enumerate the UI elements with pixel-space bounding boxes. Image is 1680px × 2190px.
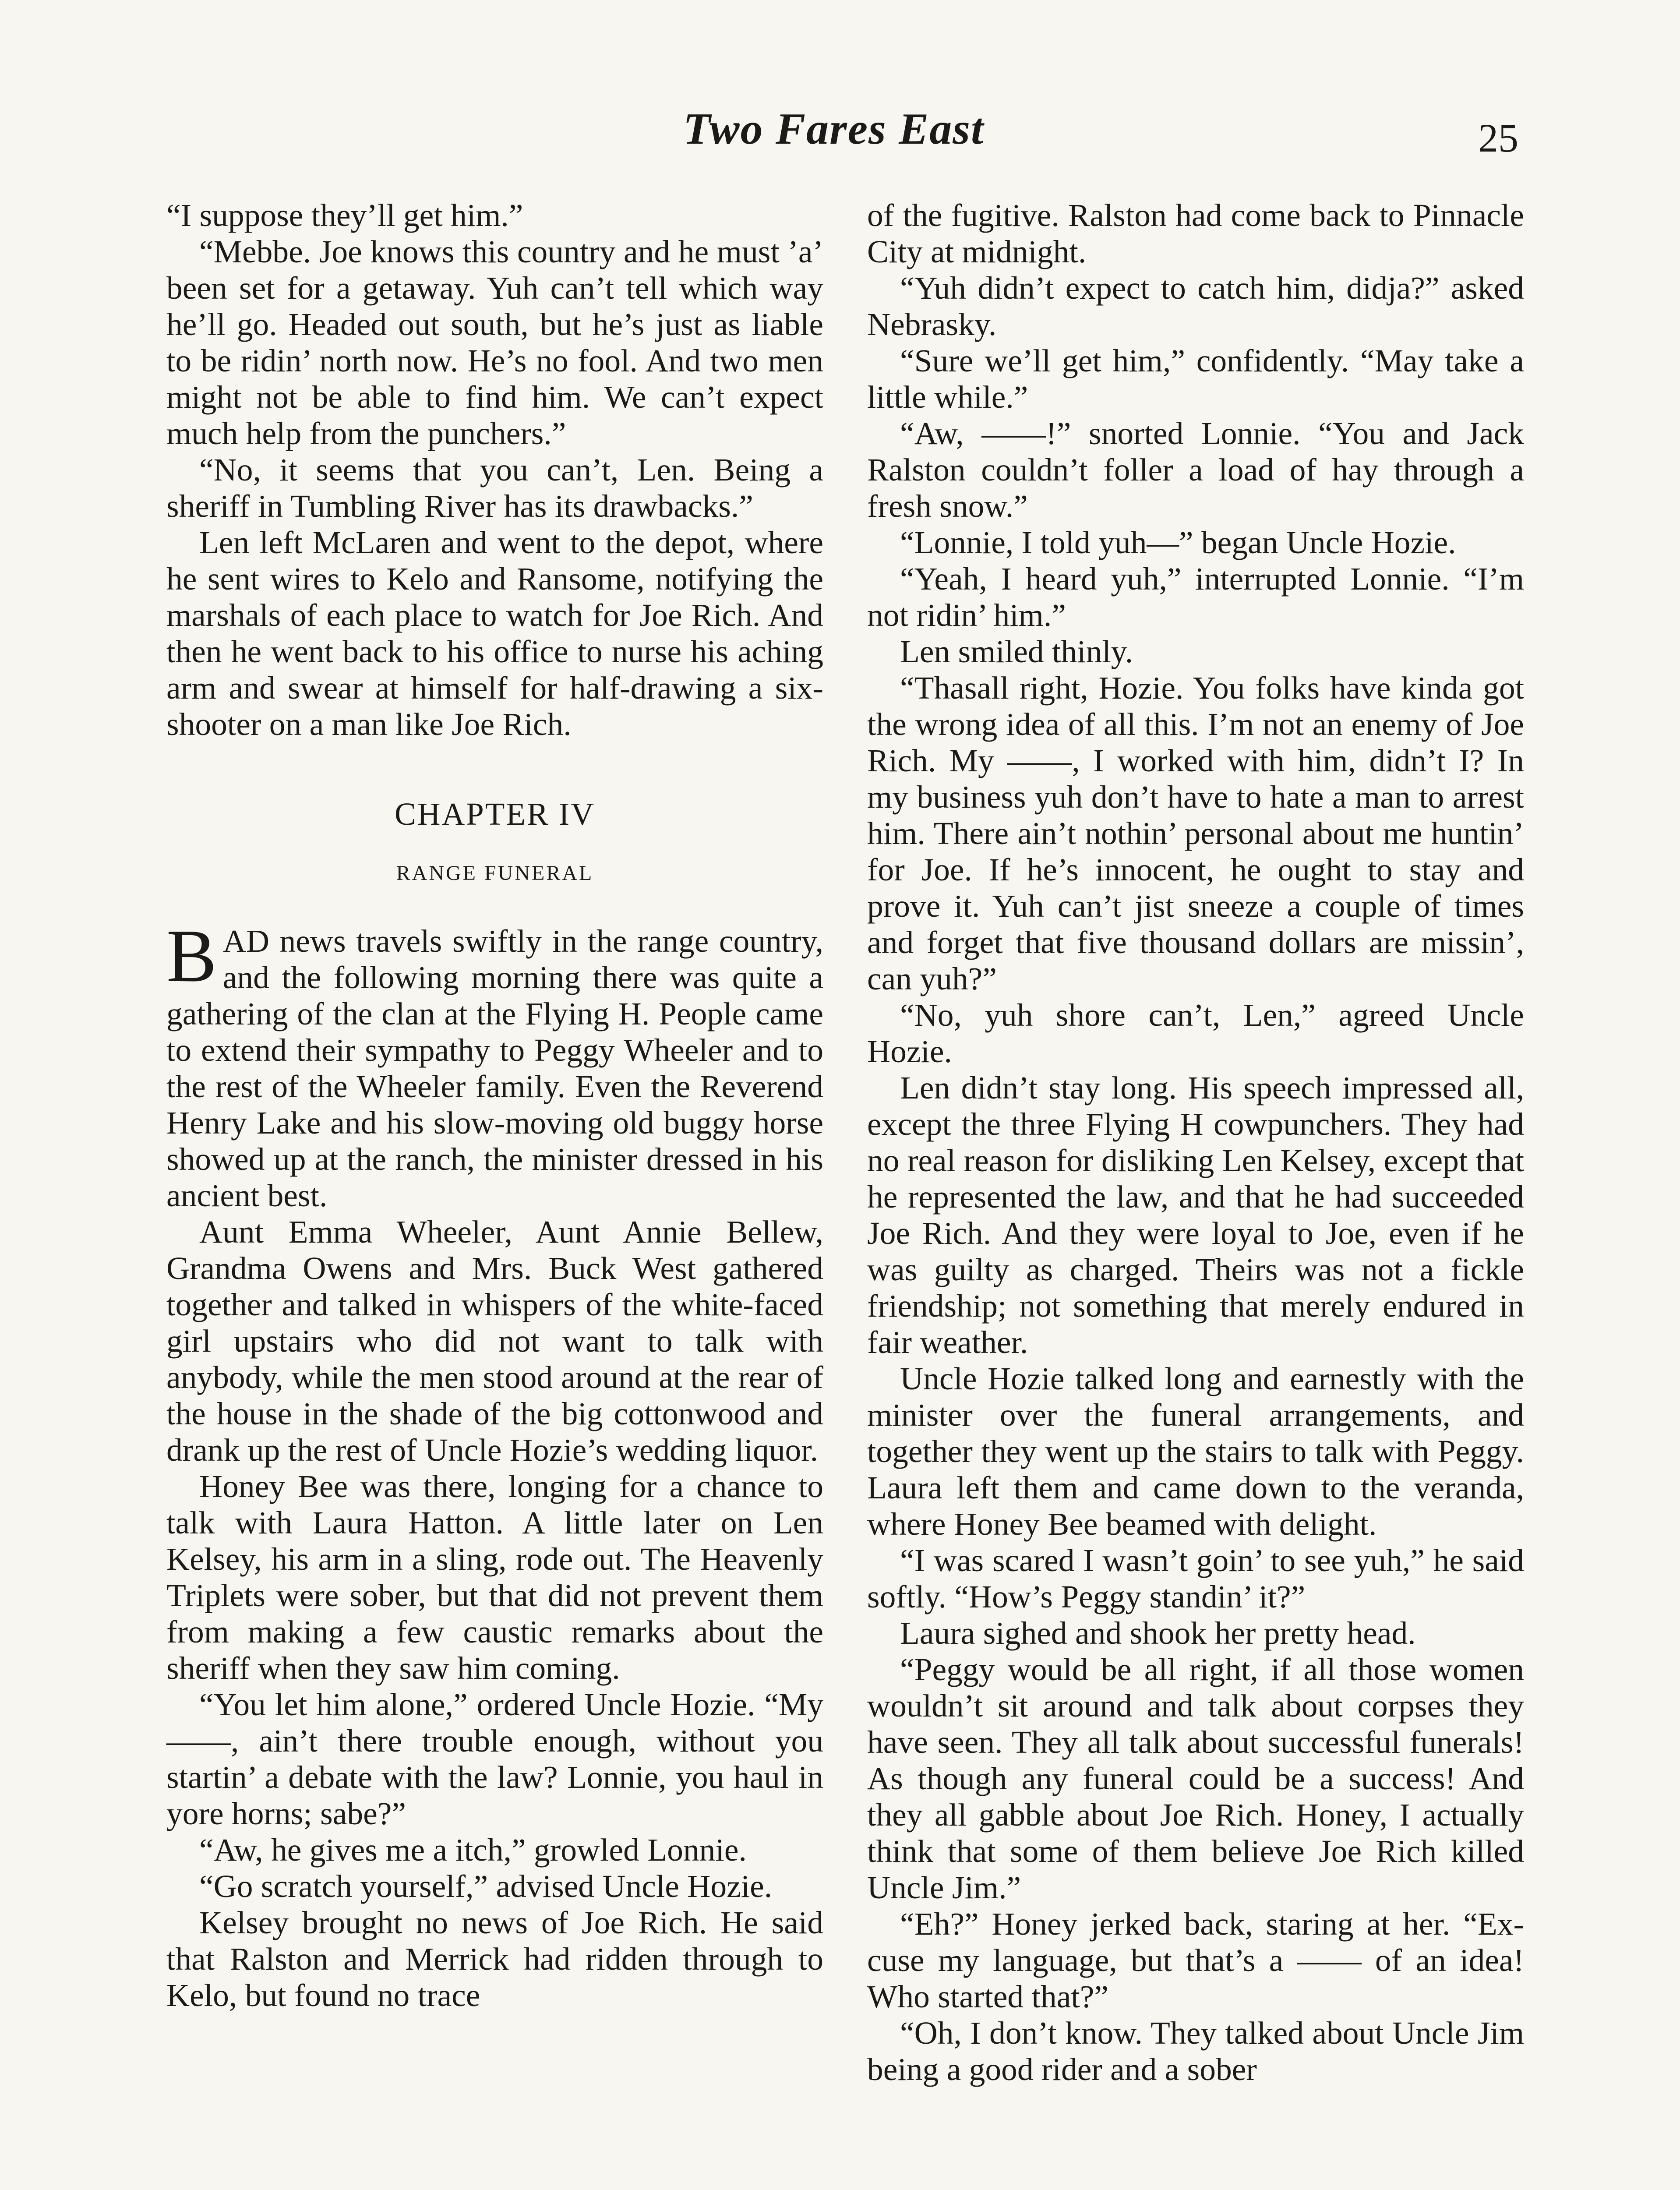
paragraph: “You let him alone,” ordered Uncle Hozie. “My ——, ain’t there trouble enough, without you startin’ a debate with the law? Lonnie, you haul in yore horns; sabe?” xyxy=(166,1687,823,1831)
paragraph: “Mebbe. Joe knows this country and he must ’a’ been set for a getaway. Yuh can’t tell which way he’ll go. Headed out south, but he’s just as liable to be ridin’ north now. He’s no fool. And two men might not be able to find him. We can’t expect much help from the punchers.” xyxy=(166,234,823,451)
chapter-subtitle: RANGE FUNERAL xyxy=(396,862,594,885)
paragraph: “Yeah, I heard yuh,” interrupted Lonnie. “I’m not ridin’ him.” xyxy=(867,561,1524,633)
paragraph: “Eh?” Honey jerked back, staring at her. “Ex-cuse my language, but that’s a —— of an idea! Who started that?” xyxy=(867,1906,1524,2014)
drop-cap: B xyxy=(166,915,217,998)
paragraph: Len left McLaren and went to the depot, where he sent wires to Kelo and Ransome, notifying the marshals of each place to watch for Joe Rich. And then he went back to his office to nurse his aching arm and swear at himself for half-drawing a six-shooter on a man like Joe Rich. xyxy=(166,525,823,742)
paragraph: “No, it seems that you can’t, Len. Being a sheriff in Tumbling River has its drawbacks.” xyxy=(166,452,823,524)
chapter-opening-paragraph xyxy=(166,915,823,1214)
paragraph: Kelsey brought no news of Joe Rich. He said that Ralston and Merrick had ridden through to Kelo, but found no trace xyxy=(166,1905,823,2013)
paragraph: “I suppose they’ll get him.” xyxy=(166,198,523,233)
paragraph: “Aw, ——!” snorted Lonnie. “You and Jack Ralston couldn’t foller a load of hay through a fresh snow.” xyxy=(867,416,1524,524)
paragraph: “Sure we’ll get him,” confidently. “May take a little while.” xyxy=(867,343,1524,415)
page-number: 25 xyxy=(1478,116,1518,160)
paragraph: Aunt Emma Wheeler, Aunt Annie Bellew, Grandma Owens and Mrs. Buck West gathered together and talked in whispers of the white-faced girl upstairs who did not want to talk with anybody, while the men stood around at the rear of the house in the shade of the big cottonwood and drank up the rest of Uncle Hozie’s wedding liquor. xyxy=(166,1214,823,1468)
paragraph: “Oh, I don’t know. They talked about Uncle Jim being a good rider and a sober xyxy=(867,2015,1524,2087)
paragraph-continuation: of the fugitive. Ralston had come back to Pinnacle City at midnight. xyxy=(867,198,1524,269)
right-column xyxy=(867,197,1524,2088)
paragraph: “Aw, he gives me a itch,” growled Lonnie. xyxy=(199,1832,747,1868)
opening-text: AD news travels swiftly in the range country, and the following morning there was quite a gathering of the clan at the Flying H. People came to extend their sympathy to Peggy Wheeler and to the rest of the Wheeler family. Even the Reverend Henry Lake and his slow-moving old buggy horse showed up at the ranch, the minister dressed in his ancient best. xyxy=(166,923,823,1213)
paragraph: “Peggy would be all right, if all those women wouldn’t sit around and talk about corpses they have seen. They all talk about successful funerals! As though any funeral could be a success! And they all gabble about Joe Rich. Honey, I actually think that some of them believe Joe Rich killed Uncle Jim.” xyxy=(867,1652,1524,1905)
paragraph: “Yuh didn’t expect to catch him, didja?” asked Nebrasky. xyxy=(867,270,1524,342)
paragraph: Laura sighed and shook her pretty head. xyxy=(900,1615,1416,1651)
paragraph: “Lonnie, I told yuh—” began Uncle Hozie. xyxy=(900,525,1456,560)
running-title: Two Fares East xyxy=(683,104,985,154)
paragraph: “No, yuh shore can’t, Len,” agreed Uncle Hozie. xyxy=(867,997,1524,1069)
paragraph: “I was scared I wasn’t goin’ to see yuh,” he said softly. “How’s Peggy standin’ it?” xyxy=(867,1543,1524,1614)
paragraph: Honey Bee was there, longing for a chance to talk with Laura Hatton. A little later on Len Kelsey, his arm in a sling, rode out. The Heavenly Triplets were sober, but that did not prevent them from making a few caustic remarks about the sheriff when they saw him coming. xyxy=(166,1469,823,1686)
paragraph: Len smiled thinly. xyxy=(900,634,1133,669)
paragraph: “Thasall right, Hozie. You folks have kinda got the wrong idea of all this. I’m not an enemy of Joe Rich. My ——, I worked with him, didn’t I? In my business yuh don’t have to hate a man to arrest him. There ain’t nothin’ personal about me huntin’ for Joe. If he’s innocent, he ought to stay and prove it. Yuh can’t jist sneeze a couple of times and forget that five thousand dollars are missin’, can yuh?” xyxy=(867,670,1524,996)
paragraph: Uncle Hozie talked long and earnestly with the minister over the funeral arrangements, and together they went up the stairs to talk with Peggy. Laura left them and came down to the veranda, where Honey Bee beamed with delight. xyxy=(867,1361,1524,1542)
left-column xyxy=(166,197,823,2013)
paragraph: Len didn’t stay long. His speech impressed all, except the three Flying H cowpunchers. They had no real reason for disliking Len Kelsey, except that he represented the law, and that he had succeeded Joe Rich. And they were loyal to Joe, even if he was guilty as charged. Theirs was not a fickle friendship; not something that merely endured in fair weather. xyxy=(867,1070,1524,1360)
paragraph: “Go scratch yourself,” advised Uncle Hozie. xyxy=(199,1869,773,1904)
chapter-title: CHAPTER IV xyxy=(395,796,595,832)
